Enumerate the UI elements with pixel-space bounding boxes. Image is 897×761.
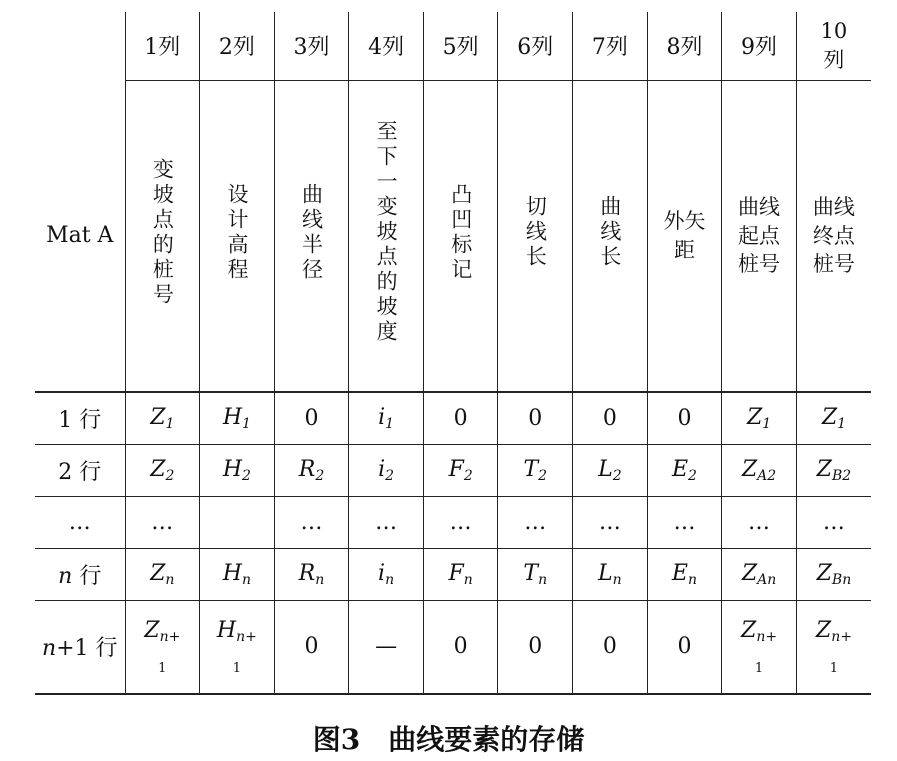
column-description: 曲线终点桩号 xyxy=(812,195,855,276)
row-label: n 行 xyxy=(35,548,125,600)
column-description: 外矢距 xyxy=(663,209,706,262)
table-cell: — xyxy=(349,600,424,694)
column-header: 3列 xyxy=(274,12,349,80)
table-cell: $E_n$ xyxy=(647,548,722,600)
column-description: 曲线长 xyxy=(597,195,622,271)
curve-elements-table xyxy=(35,12,871,695)
table-cell: $L_2$ xyxy=(573,444,648,496)
table-cell: … xyxy=(349,496,424,548)
table-cell: $L_n$ xyxy=(573,548,648,600)
table-cell: $Z_{n+}$ 1 xyxy=(796,600,871,694)
table-cell: 0 xyxy=(573,600,648,694)
row-label: 2 行 xyxy=(35,444,125,496)
table-cell: $Z_{An}$ xyxy=(722,548,797,600)
column-description: 至下一变坡点的坡度 xyxy=(374,120,399,346)
table-cell: … xyxy=(274,496,349,548)
table-cell xyxy=(200,496,275,548)
table-cell: 0 xyxy=(498,392,573,444)
table-cell: $Z_{A2}$ xyxy=(722,444,797,496)
column-header: 2列 xyxy=(200,12,275,80)
table-cell: … xyxy=(498,496,573,548)
table-cell: $F_2$ xyxy=(423,444,498,496)
table-cell: … xyxy=(647,496,722,548)
table-cell: … xyxy=(722,496,797,548)
column-description: 设计高程 xyxy=(224,182,249,283)
table-cell: … xyxy=(796,496,871,548)
table-cell: 0 xyxy=(647,600,722,694)
table-row xyxy=(35,548,871,600)
table-cell: $Z_1$ xyxy=(796,392,871,444)
table-cell: … xyxy=(125,496,200,548)
table-cell: $T_2$ xyxy=(498,444,573,496)
table-cell: … xyxy=(423,496,498,548)
column-description: 切线长 xyxy=(523,195,548,271)
column-description: 凸凹标记 xyxy=(448,182,473,283)
table-cell: $i_n$ xyxy=(349,548,424,600)
table-cell: $H_1$ xyxy=(200,392,275,444)
table-cell: 0 xyxy=(423,600,498,694)
table-cell: 0 xyxy=(274,600,349,694)
table-cell: 0 xyxy=(647,392,722,444)
table-cell: $Z_{n+}$ 1 xyxy=(125,600,200,694)
column-header: 10列 xyxy=(820,19,848,72)
table-row xyxy=(35,392,871,444)
row-label: 1 行 xyxy=(35,392,125,444)
table-cell: … xyxy=(573,496,648,548)
column-header: 1列 xyxy=(125,12,200,80)
table-cell: $H_2$ xyxy=(200,444,275,496)
table-cell: $i_2$ xyxy=(349,444,424,496)
matrix-label: Mat A xyxy=(35,80,125,392)
table-cell: $H_{n+}$ 1 xyxy=(200,600,275,694)
column-header: 9列 xyxy=(722,12,797,80)
column-description: 曲线半径 xyxy=(299,182,324,283)
table-cell: $Z_{Bn}$ xyxy=(796,548,871,600)
table-row xyxy=(35,600,871,694)
table-row xyxy=(35,496,871,548)
row-label: n+1 行 xyxy=(35,600,125,694)
table-cell: $T_n$ xyxy=(498,548,573,600)
table-cell: $Z_2$ xyxy=(125,444,200,496)
column-header: 7列 xyxy=(573,12,648,80)
figure-caption: 图3 曲线要素的存储 xyxy=(312,723,585,756)
table-cell: 0 xyxy=(423,392,498,444)
table-cell: 0 xyxy=(498,600,573,694)
table-cell: $H_n$ xyxy=(200,548,275,600)
column-header: 8列 xyxy=(647,12,722,80)
table-cell: $R_2$ xyxy=(274,444,349,496)
table-cell: $Z_1$ xyxy=(125,392,200,444)
column-header: 5列 xyxy=(423,12,498,80)
row-label: … xyxy=(35,496,125,548)
table-cell: $F_n$ xyxy=(423,548,498,600)
table-cell: $i_1$ xyxy=(349,392,424,444)
corner-cell-empty xyxy=(35,12,125,80)
column-description: 变坡点的桩号 xyxy=(150,157,175,308)
column-header: 4列 xyxy=(349,12,424,80)
table-cell: $Z_{n+}$ 1 xyxy=(722,600,797,694)
table-cell: 0 xyxy=(274,392,349,444)
table-cell: 0 xyxy=(573,392,648,444)
table-cell: $E_2$ xyxy=(647,444,722,496)
table-cell: $Z_1$ xyxy=(722,392,797,444)
table-cell: $Z_{B2}$ xyxy=(796,444,871,496)
table-row xyxy=(35,444,871,496)
table-cell: $Z_n$ xyxy=(125,548,200,600)
column-description: 曲线起点桩号 xyxy=(738,195,781,276)
table-cell: $R_n$ xyxy=(274,548,349,600)
column-header: 6列 xyxy=(498,12,573,80)
